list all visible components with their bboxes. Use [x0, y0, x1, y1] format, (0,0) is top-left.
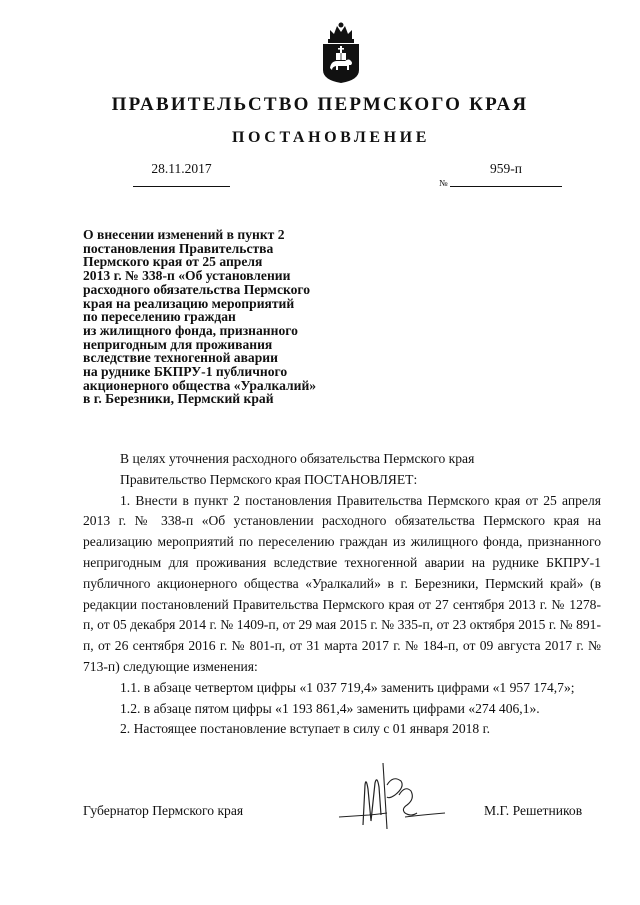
document-subject [83, 228, 353, 406]
subject-line: 2013 г. № 338-п «Об установлении [83, 268, 291, 284]
document-type: ПОСТАНОВЛЕНИЕ [232, 129, 430, 146]
number-sign: № [439, 178, 448, 188]
document-number: 959-п [490, 161, 522, 176]
subject-line: непригодным для проживания [83, 336, 273, 352]
subject-line: края на реализацию мероприятий [83, 295, 295, 311]
clause-1-1: 1.1. в абзаце четвертом цифры «1 037 719,4» заменить цифрами «1 957 174,7»; [120, 679, 575, 695]
document-body [83, 449, 601, 740]
subject-line: акционерного общества «Уралкалий» [83, 377, 317, 393]
document-date: 28.11.2017 [151, 161, 212, 176]
coat-of-arms-icon [318, 20, 364, 84]
subject-line: Пермского края от 25 апреля [83, 254, 263, 270]
subject-line: в г. Березники, Пермский край [83, 391, 274, 407]
intro-paragraph: В целях уточнения расходного обязательства Пермского края [120, 451, 475, 466]
subject-line: из жилищного фонда, признанного [83, 322, 298, 338]
organization-title: ПРАВИТЕЛЬСТВО ПЕРМСКОГО КРАЯ [111, 94, 529, 115]
handwritten-signature [335, 755, 455, 835]
subject-line: по переселению граждан [83, 309, 236, 325]
signatory-position: Губернатор Пермского края [83, 803, 244, 818]
clause-1-2: 1.2. в абзаце пятом цифры «1 193 861,4» заменить цифрами «274 406,1». [120, 700, 540, 716]
date-underline [133, 186, 230, 187]
subject-line: расходного обязательства Пермского [83, 281, 311, 297]
number-underline [450, 186, 562, 187]
clause-2: 2. Настоящее постановление вступает в силу с 01 января 2018 г. [120, 721, 491, 737]
subject-line: на руднике БКПРУ-1 публичного [83, 364, 288, 380]
clause-1: 1. Внести в пункт 2 постановления Правительства Пермского края от 25 апреля 2013 г. № 338-п «Об установлении расходного обязательства Пермского края на реализацию мероприятий по переселению граждан из жилищного фонда, признанного непригодным для проживания вследствие техногенной аварии на руднике БКПРУ-1 публичного акционерного общества «Уралкалий» в г. Березники, Пермский край» (в редакции постановлений Правительства Пермского края от 27 сентября 2013 г. № 1278-п, от 05 декабря 2014 г. № 1409-п, от 29 мая 2015 г. № 335-п, от 23 октября 2015 г. № 891-п, от 26 сентября 2016 г. № 801-п, от 31 марта 2017 г. № 184-п, от 09 августа 2017 г. № 713-п) следующие изменения: [83, 492, 601, 674]
decree-phrase: Правительство Пермского края ПОСТАНОВЛЯЕТ: [120, 471, 418, 487]
subject-line: вследствие техногенной аварии [83, 350, 278, 366]
signatory-name: М.Г. Решетников [484, 803, 583, 818]
subject-line: постановления Правительства [83, 240, 274, 256]
subject-line: О внесении изменений в пункт 2 [83, 227, 285, 242]
